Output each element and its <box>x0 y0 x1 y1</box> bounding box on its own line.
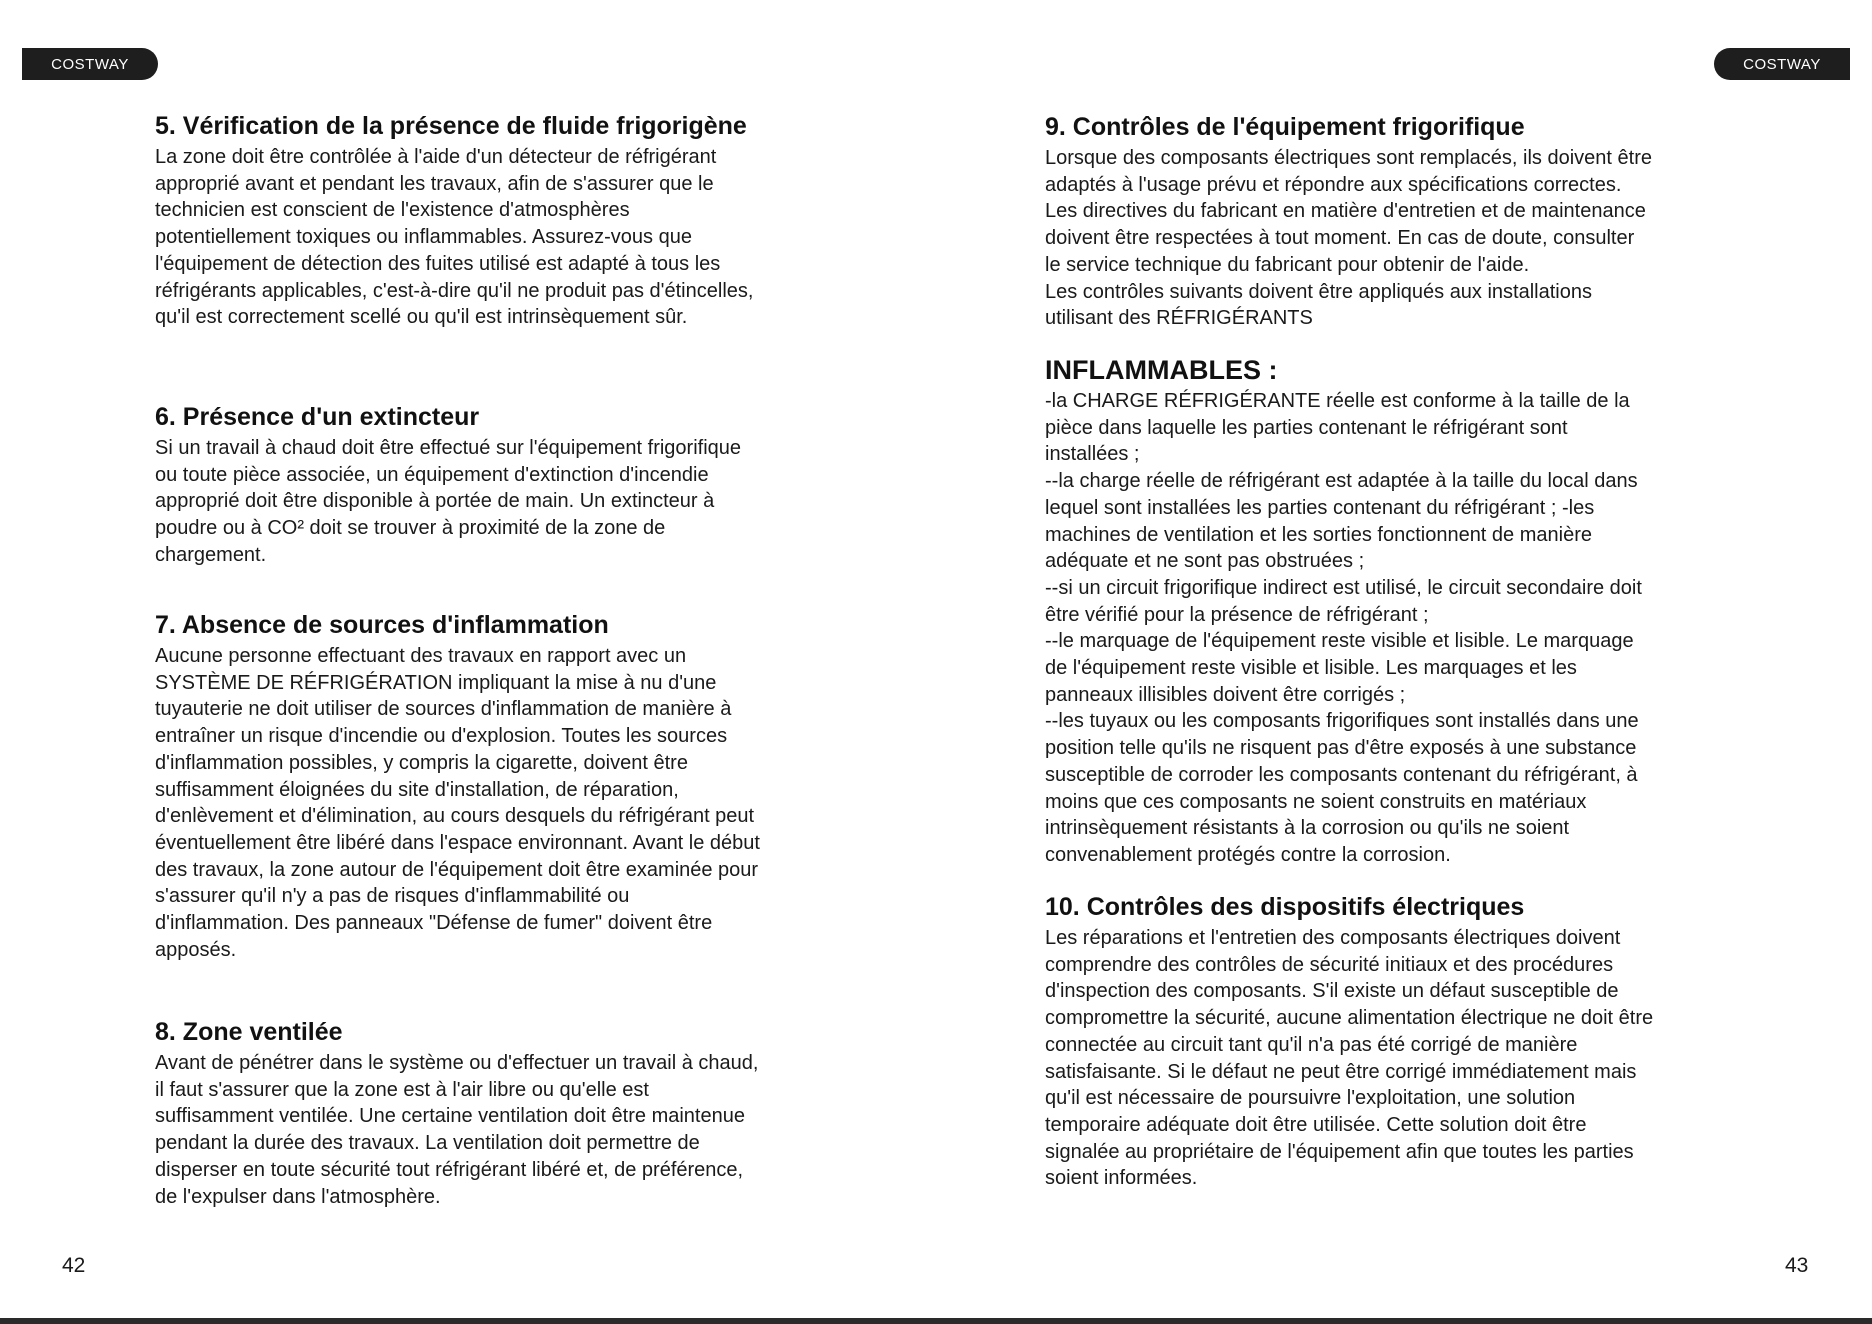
text-line: adéquate et ne sont pas obstruées ; <box>1045 550 1365 573</box>
text-line: Aucune personne effectuant des travaux en rapport avec un <box>155 645 687 667</box>
text-line: s'assurer qu'il n'y a pas de risques d'inflammabilité ou <box>155 885 630 908</box>
bottom-edge-rule <box>0 1318 1872 1324</box>
section-body <box>155 643 845 963</box>
text-line: Avant de pénétrer dans le système ou d'effectuer un travail à chaud, <box>155 1052 759 1074</box>
text-line: apposés. <box>155 938 237 961</box>
text-line: être vérifié pour la présence de réfrigérant ; <box>1045 603 1429 626</box>
section-heading: 5. Vérification de la présence de fluide frigorigène <box>155 112 747 140</box>
text-line: il faut s'assurer que la zone est à l'air libre ou qu'elle est <box>155 1078 649 1101</box>
text-line: --le marquage de l'équipement reste visible et lisible. Le marquage <box>1045 630 1634 653</box>
text-line: disperser en toute sécurité tout réfrigérant libéré et, de préférence, <box>155 1158 744 1181</box>
text-line: lequel sont installées les parties contenant du réfrigérant ; -les <box>1045 496 1595 519</box>
text-line: suffisamment ventilée. Une certaine ventilation doit être maintenue <box>155 1105 745 1128</box>
section-6 <box>155 401 845 569</box>
text-line: panneaux illisibles doivent être corrigés ; <box>1045 683 1406 706</box>
text-line: suffisamment éloignées du site d'installation, de réparation, <box>155 778 679 801</box>
text-line: machines de ventilation et les sorties fonctionnent de manière <box>1045 523 1592 546</box>
section-heading: 9. Contrôles de l'équipement frigorifique <box>1045 113 1525 141</box>
text-line: Si un travail à chaud doit être effectué sur l'équipement frigorifique <box>155 437 742 459</box>
page-number-left: 42 <box>62 1254 86 1277</box>
text-line: comprendre des contrôles de sécurité initiaux et des procédures <box>1045 953 1614 976</box>
text-line: de l'expulser dans l'atmosphère. <box>155 1185 441 1208</box>
text-line: technicien est conscient de l'existence d'atmosphères <box>155 199 630 222</box>
page-number-right: 43 <box>1785 1254 1809 1277</box>
brand-logo-left-text: COSTWAY <box>51 55 129 73</box>
brand-logo-left <box>22 48 158 80</box>
text-line: tuyauterie ne doit utiliser de sources d'inflammation de manière à <box>155 698 732 721</box>
brand-logo-right-text: COSTWAY <box>1743 55 1821 73</box>
text-line: d'inspection des composants. S'il existe un défaut susceptible de <box>1045 980 1619 1003</box>
section-body <box>1045 925 1745 1192</box>
section-heading: INFLAMMABLES : <box>1045 355 1278 385</box>
brand-logo-right <box>1714 48 1850 80</box>
text-line: temporaire adéquate doit être utilisée. Cette solution doit être <box>1045 1113 1587 1136</box>
section-inflammables <box>1045 354 1745 869</box>
text-line: des travaux, la zone autour de l'équipement doit être examinée pour <box>155 858 759 881</box>
text-line: --si un circuit frigorifique indirect est utilisé, le circuit secondaire doit <box>1045 576 1642 599</box>
text-line: --la charge réelle de réfrigérant est adaptée à la taille du local dans <box>1045 470 1638 493</box>
text-line: compromettre la sécurité, aucune alimentation électrique ne doit être <box>1045 1007 1654 1030</box>
text-line: éventuellement être libéré dans l'espace environnant. Avant le début <box>155 831 760 854</box>
text-line: l'équipement de détection des fuites utilisé est adapté à tous les <box>155 252 721 275</box>
section-8 <box>155 1016 845 1210</box>
section-body <box>155 435 845 569</box>
text-line: de l'équipement reste visible et lisible. Les marquages et les <box>1045 657 1577 680</box>
text-line: Lorsque des composants électriques sont remplacés, ils doivent être <box>1045 147 1652 169</box>
text-line: SYSTÈME DE RÉFRIGÉRATION impliquant la mise à nu d'une <box>155 671 717 694</box>
text-line: pièce dans laquelle les parties contenant le réfrigérant sont <box>1045 416 1568 439</box>
section-body <box>1045 145 1745 332</box>
text-line: qu'il est correctement scellé ou qu'il est intrinsèquement sûr. <box>155 306 688 329</box>
text-line: convenablement protégés contre la corrosion. <box>1045 843 1451 866</box>
text-line: poudre ou à CO² doit se trouver à proximité de la zone de <box>155 517 666 540</box>
text-line: intrinsèquement résistants à la corrosion ou qu'ils ne soient <box>1045 817 1570 840</box>
text-line: d'inflammation. Des panneaux "Défense de fumer" doivent être <box>155 912 713 935</box>
text-line: -la CHARGE RÉFRIGÉRANTE réelle est conforme à la taille de la <box>1045 390 1630 412</box>
text-line: approprié doit être disponible à portée de main. Un extincteur à <box>155 490 715 513</box>
section-9 <box>1045 111 1745 332</box>
text-line: ou toute pièce associée, un équipement d'extinction d'incendie <box>155 463 709 486</box>
text-line: entraîner un risque d'incendie ou d'explosion. Toutes les sources <box>155 725 728 748</box>
text-line: position telle qu'ils ne risquent pas d'être exposés à une substance <box>1045 737 1637 760</box>
text-line: soient informées. <box>1045 1167 1198 1190</box>
text-line: d'inflammation possibles, y compris la cigarette, doivent être <box>155 751 688 774</box>
section-heading: 8. Zone ventilée <box>155 1018 343 1046</box>
text-line: Les réparations et l'entretien des composants électriques doivent <box>1045 927 1621 949</box>
section-body <box>155 144 845 331</box>
text-line: Les directives du fabricant en matière d'entretien et de maintenance <box>1045 200 1646 223</box>
section-heading: 10. Contrôles des dispositifs électriques <box>1045 893 1525 921</box>
text-line: installées ; <box>1045 443 1140 466</box>
text-line: pendant la durée des travaux. La ventilation doit permettre de <box>155 1132 700 1155</box>
text-line: potentiellement toxiques ou inflammables. Assurez-vous que <box>155 226 692 249</box>
text-line: d'enlèvement et d'élimination, au cours desquels du réfrigérant peut <box>155 805 755 828</box>
section-7 <box>155 609 845 963</box>
text-line: le service technique du fabricant pour obtenir de l'aide. <box>1045 253 1530 276</box>
text-line: moins que ces composants ne soient construits en matériaux <box>1045 790 1587 813</box>
text-line: La zone doit être contrôlée à l'aide d'un détecteur de réfrigérant <box>155 146 717 168</box>
text-line: connectée au circuit tant qu'il n'a pas été corrigé de manière <box>1045 1033 1578 1056</box>
text-line: Les contrôles suivants doivent être appliqués aux installations <box>1045 280 1592 303</box>
text-line: utilisant des RÉFRIGÉRANTS <box>1045 307 1313 330</box>
text-line: doivent être respectées à tout moment. En cas de doute, consulter <box>1045 227 1635 250</box>
text-line: qu'il est nécessaire de poursuivre l'exploitation, une solution <box>1045 1087 1576 1110</box>
section-body <box>155 1050 845 1210</box>
text-line: adaptés à l'usage prévu et répondre aux spécifications correctes. <box>1045 173 1622 196</box>
text-line: chargement. <box>155 543 267 566</box>
section-heading: 7. Absence de sources d'inflammation <box>155 611 609 639</box>
text-line: approprié avant et pendant les travaux, afin de s'assurer que le <box>155 172 714 195</box>
section-10 <box>1045 891 1745 1192</box>
text-line: satisfaisante. Si le défaut ne peut être corrigé immédiatement mais <box>1045 1060 1637 1083</box>
text-line: signalée au propriétaire de l'équipement afin que toutes les parties <box>1045 1140 1634 1163</box>
section-5 <box>155 110 845 331</box>
text-line: --les tuyaux ou les composants frigorifiques sont installés dans une <box>1045 710 1639 733</box>
section-body <box>1045 388 1745 869</box>
text-line: réfrigérants applicables, c'est-à-dire qu'il ne produit pas d'étincelles, <box>155 279 754 302</box>
section-heading: 6. Présence d'un extincteur <box>155 403 480 431</box>
text-line: susceptible de corroder les composants contenant du réfrigérant, à <box>1045 763 1638 786</box>
